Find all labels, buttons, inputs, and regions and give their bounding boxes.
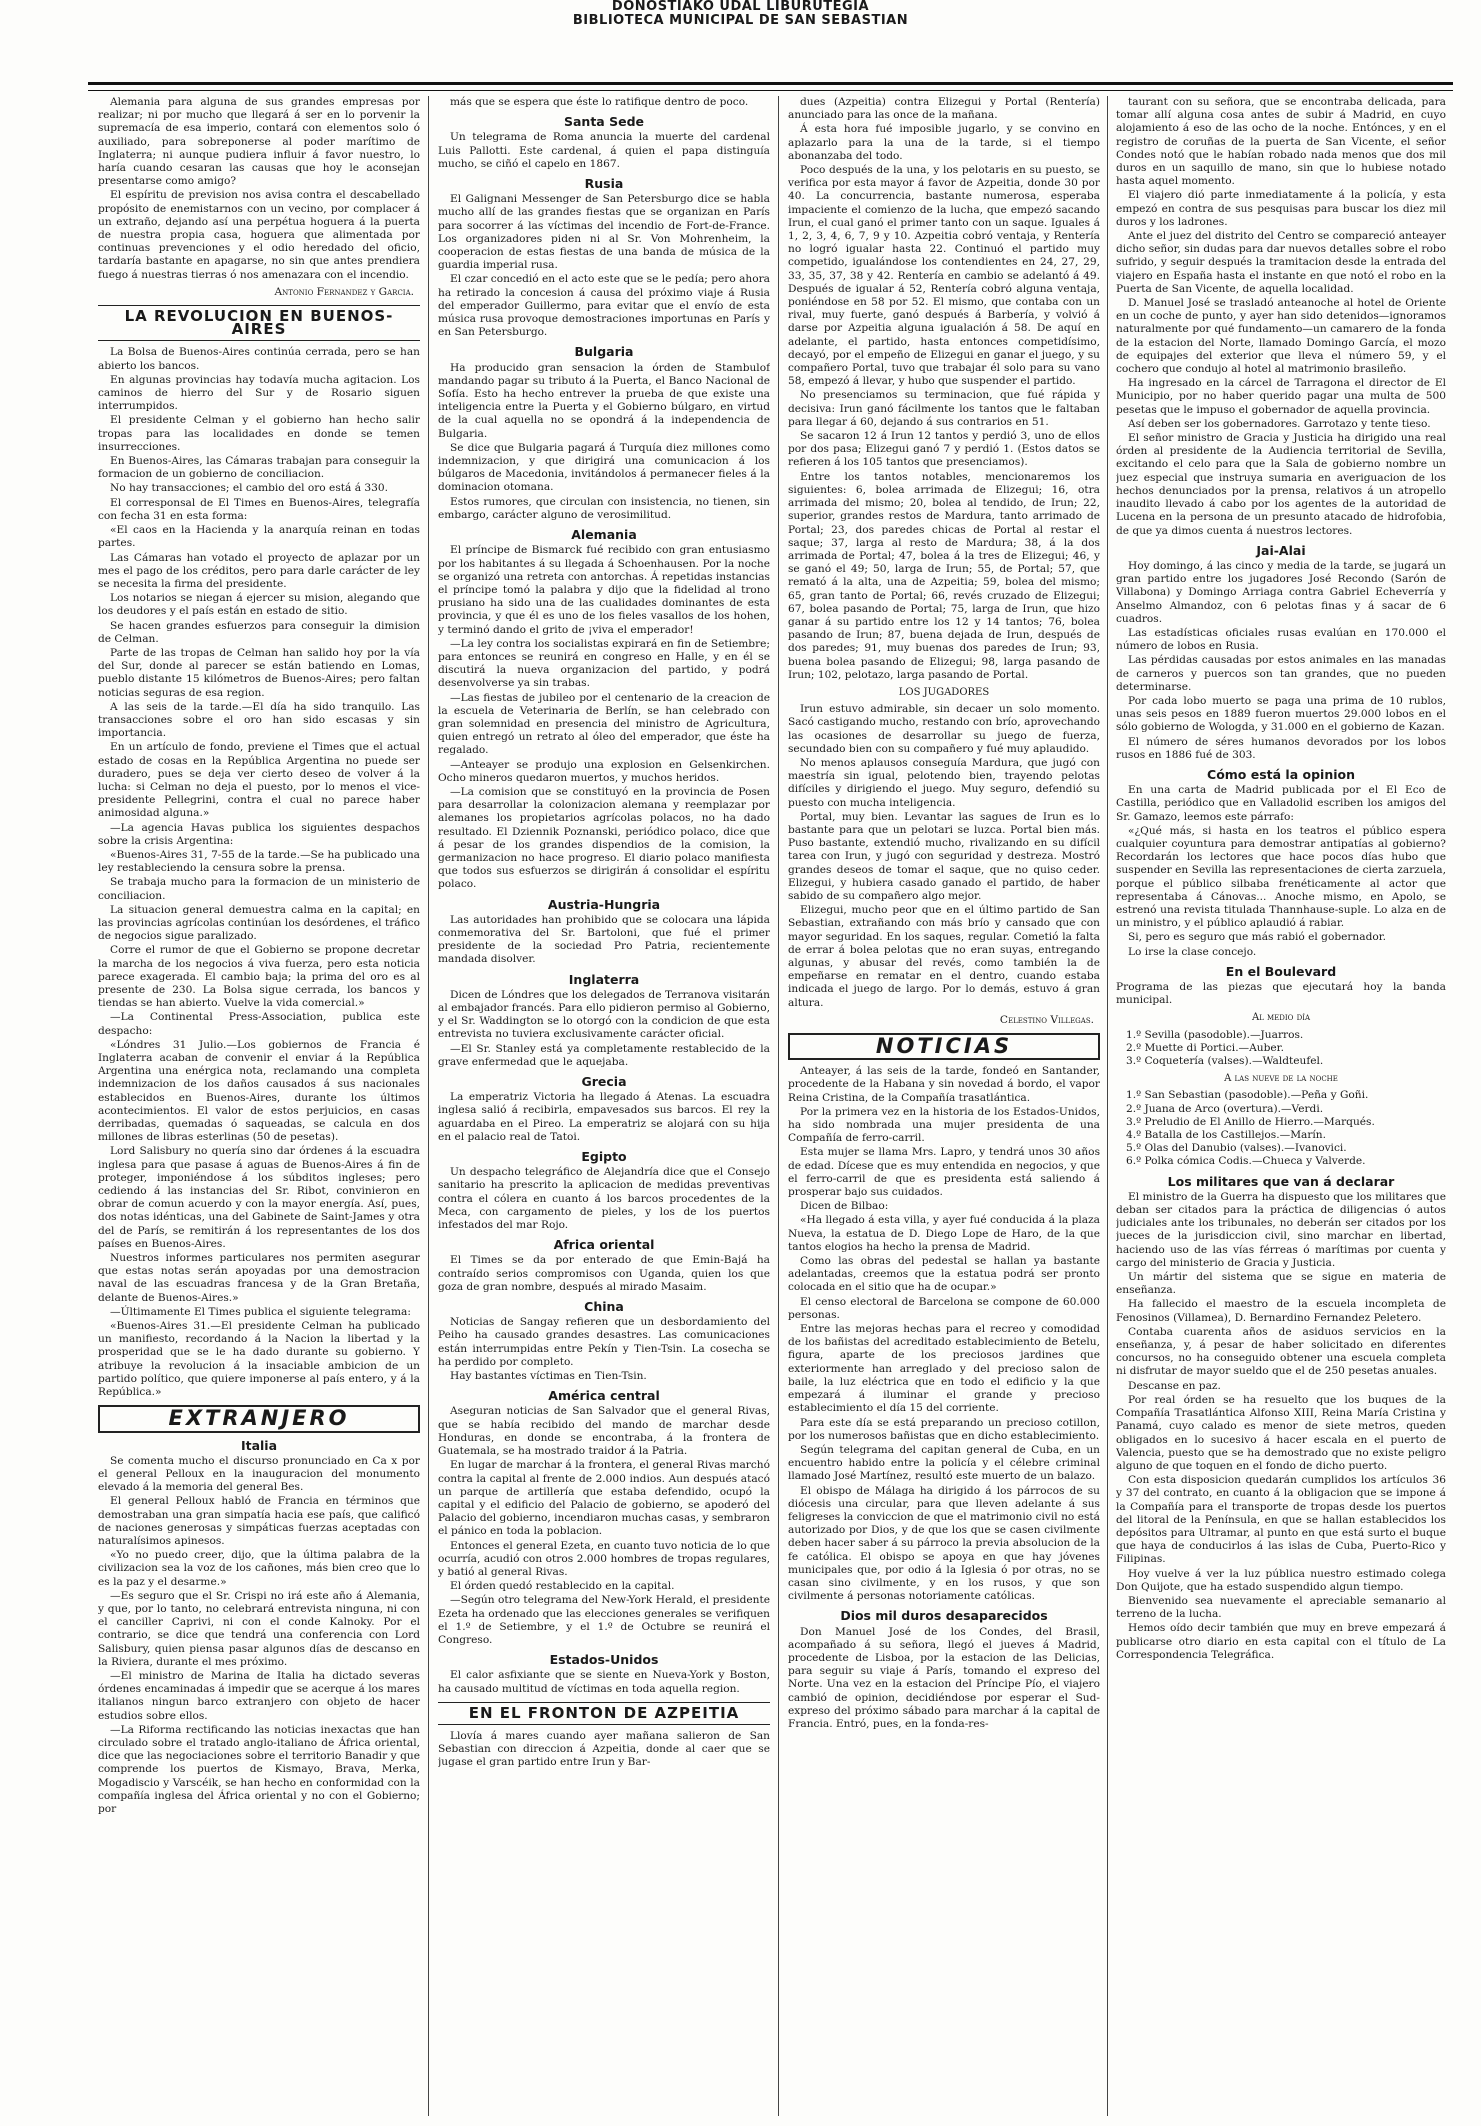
article-jugadores <box>788 703 1100 1010</box>
paragraph: Las autoridades han prohibido que se colocara una lápida conmemorativa del Sr. Bartoloni, que fué el primer presidente de la sociedad Pro Patria, recientemente mandada disolver. <box>438 913 770 966</box>
paragraph: Hoy domingo, á las cinco y media de la tarde, se jugará un gran partido entre los jugadores José Recondo (Sarón de Villabona) y Domingo Arriaga contra Gabriel Echeverría y Anselmo Almandoz, con 6 pelotas finas y á sacar de 6 cuadros. <box>1116 559 1446 625</box>
paragraph: Elizegui, mucho peor que en el último partido de San Sebastian, extrañando con más brío y cansado que con mayor seguridad. En los saques, regular. Cometió la falta de errar á bolea pelotas que no eran suyas, entregando algunas, y abusar del revés, como también la de empeñarse en rematar en el dentro, cuando estaba indicada el juego de largo. Por lo demás, estuvo á gran altura. <box>788 904 1100 1009</box>
paragraph: Irun estuvo admirable, sin decaer un solo momento. Sacó castigando mucho, restando con brío, aprovechando las ocasiones de desarrollar su juego de fuerza, secundado bien con su compañero y fué muy aplaudido. <box>788 703 1100 755</box>
article-alemania-intro <box>98 96 420 282</box>
article-alemania <box>438 544 770 891</box>
section-heading-fronton: EN EL FRONTON DE AZPEITIA <box>438 1702 770 1725</box>
subheading-estados-unidos: Estados-Unidos <box>549 1652 659 1668</box>
paragraph: Descanse en paz. <box>1128 1379 1221 1392</box>
paragraph: Según telegrama del capitan general de Cuba, en un encuentro habido entre la policía y el célebre criminal llamado José Martínez, resultó este muerto de un balazo. <box>788 1443 1100 1483</box>
paragraph: El espíritu de prevision nos avisa contra el descabellado propósito de enemistarnos con un vecino, por complacer á un extraño, dejando así una perpétua hoguera á la puerta de nuestra propia casa, hoguera que alimentada por continuas prevenciones y el odio heredado del oficio, tardaría bastante en apagarse, no sin que antes prendiera fuego á nuestras tierras ó nos amenazara con el incendio. <box>98 189 420 281</box>
paragraph: Se trabaja mucho para la formacion de un ministerio de conciliacion. <box>98 876 420 902</box>
subheading-santa-sede: Santa Sede <box>563 114 644 130</box>
subheading-rusia: Rusia <box>584 176 624 192</box>
paragraph: dues (Azpeitia) contra Elizegui y Portal (Rentería) anunciado para las once de la mañana. <box>788 96 1100 122</box>
paragraph: Por real órden se ha resuelto que los buques de la Compañía Trasatlántica Alfonso XIII, Reina María Cristina y Panamá, cuyo calado es menor de siete metros, queden obligados en lo sucesivo á hacer escala en el puerto de Valencia, puesto que se ha demostrado que no existe peligro alguno de que toquen en el fondo de dicho puerto. <box>1116 1393 1446 1472</box>
subheading-alemania: Alemania <box>571 527 637 543</box>
article-fronton <box>438 1730 770 1770</box>
paragraph: Nuestros informes particulares nos permiten asegurar que estas notas serán apoyadas por una demostracion naval de las escuadras francesa y de la Gran Bretaña, delante de Buenos-Aires.» <box>98 1252 420 1304</box>
paragraph: —La Riforma rectificando las noticias inexactas que han circulado sobre el tratado anglo-italiano de África oriental, dice que las negociaciones sobre el territorio Banadir y que comprende los puertos de Kismayo, Brava, Merka, Mogadiscio y Varscéik, se han hecho en conformidad con la compañía inglesa del África oriental y no con el Gobierno; por <box>98 1723 420 1815</box>
subheading-inglaterra: Inglaterra <box>568 971 640 987</box>
subheading-boulevard: En el Boulevard <box>1225 963 1337 979</box>
paragraph: Dicen de Bilbao: <box>800 1200 889 1213</box>
paragraph: Corre el rumor de que el Gobierno se propone decretar la marcha de los negocios á viva fuerza, pero esta noticia parece exagerada. El cambio baja; la prima del oro es al presente de 230. La Bolsa sigue cerrada, los bancos y tiendas se han abierto. Vuelve la vida comercial.» <box>98 944 420 1010</box>
paragraph: Hoy vuelve á ver la luz pública nuestro estimado colega Don Quijote, que ha estado suspendido algun tiempo. <box>1116 1567 1446 1593</box>
paragraph: La emperatriz Victoria ha llegado á Atenas. La escuadra inglesa salió á recibirla, empavesados sus barcos. El rey la aguardaba en el Pireo. La emperatriz se alojará con su hija en el palacio real de Tatoi. <box>438 1091 770 1143</box>
paragraph: Portal, muy bien. Levantar las sagues de Irun es lo bastante para que un pelotari se luzca. Portal bien más. Puso bastante, extendió mucho, rivalizando en su difícil tarea con Irun, y jugó con seguridad y destreza. Mostró grandes deseos de tomar el saque, que no quiso ceder. Elizegui, y hubiera casado ganado el partido, de haber sabido de su compañero algo mejor. <box>788 810 1100 902</box>
paragraph: «Buenos-Aires 31, 7-55 de la tarde.—Se ha publicado una ley restableciendo la censura sobre la prensa. <box>98 848 420 875</box>
paragraph: En una carta de Madrid publicada por el El Eco de Castilla, periódico que en Valladolid escriben los amigos del Sr. Gamazo, leemos este párrafo: <box>1116 784 1446 823</box>
paragraph: «Lóndres 31 Julio.—Los gobiernos de Francia é Inglaterra acaban de convenir el enviar á la República Argentina una enérgica nota, reclamando una completa indemnizacion de los daños causados á sus nacionales establecidos en Buenos-Aires, durante los últimos acontecimientos. El valor de estos perjuicios, en casas derribadas, quemadas ó saqueadas, se calcula en dos millones de libras esterlinas (50 de pesetas). <box>98 1038 420 1144</box>
paragraph: Noticias de Sangay refieren que un desbordamiento del Peiho ha causado grandes desastres. Las comunicaciones están interrumpidas entre Pekín y Tien-Tsin. La cosecha se ha perdido por completo. <box>438 1316 770 1368</box>
paragraph: La situacion general demuestra calma en la capital; en las provincias agrícolas continúan los desórdenes, el tráfico de negocios sigue paralizado. <box>98 903 420 943</box>
library-header <box>0 0 1481 28</box>
paragraph: Lo irse la clase concejo. <box>1128 945 1257 958</box>
paragraph: «¿Qué más, si hasta en los teatros el público espera cualquier coyuntura para demostrar antipatías al gobierno? Recordarán los lectores que hace pocos días hubo que suspender en Sevilla las representaciones de cierta zarzuela, porque el público silbaba frenéticamente al actor que representaba á Cánovas... Anoche mismo, en Apolo, se estrenó una revista titulada Thannhause-suple. Lo alza en de un ministro, y el público aplaudió á rabiar. <box>1116 824 1446 930</box>
subheading-austria: Austria-Hungria <box>547 896 661 912</box>
paragraph: Un mártir del sistema que se sigue en materia de enseñanza. <box>1116 1271 1446 1297</box>
subheading-egipto: Egipto <box>581 1149 627 1165</box>
paragraph: Ha ingresado en la cárcel de Tarragona el director de El Municipio, por no haber querido pagar una multa de 500 pesetas que le impuso el gobernador de aquella provincia. <box>1116 377 1446 416</box>
article-italia <box>98 1455 420 1816</box>
paragraph: Las estadísticas oficiales rusas evalúan en 170.000 el número de lobos en Rusia. <box>1116 626 1446 653</box>
program-item: 2.º Juana de Arco (overtura).—Verdi. <box>1126 1102 1324 1115</box>
paragraph: Se comenta mucho el discurso pronunciado en Ca x por el general Pelloux en la inauguracion del monumento elevado á la memoria del general Bes. <box>98 1454 420 1494</box>
paragraph: El príncipe de Bismarck fué recibido con gran entusiasmo por los habitantes á su llegada á Schoenhausen. Por la noche se organizó una retreta con antorchas. Á repetidas instancias el príncipe tomó la palabra y dijo que la fidelidad al trono prusiano ha sido una de las cualidades dominantes de esta provincia, y que él es uno de los fieles vasallos de los hohen, y terminó dando el grito de ¡viva el emperador! <box>438 544 770 636</box>
subheading-china: China <box>584 1299 624 1315</box>
signature: Antonio Fernandez y Garcia. <box>274 285 414 298</box>
paragraph: El número de séres humanos devorados por los lobos rusos en 1886 fué de 303. <box>1116 735 1446 761</box>
paragraph: El general Pelloux habló de Francia en términos que demostraban una gran simpatía hacia ese país, que calificó de naciones generosas y simpáticas fuerzas aceptadas con naturalísimos apinesos. <box>98 1495 420 1547</box>
paragraph: —La agencia Havas publica los siguientes despachos sobre la crisis Argentina: <box>98 821 420 847</box>
program-item: 5.º Olas del Danubio (valses).—Ivanovici. <box>1126 1142 1347 1155</box>
column-divider <box>428 96 429 2116</box>
paragraph: Entre los tantos notables, mencionaremos los siguientes: 6, bolea arrimada de Elizegui; 16, otra arrimada del mismo; 20, bolea al tendido, de Irun; 22, superior, grandes restos de Mardura, tanto arrimado de Portal; 23, dos paredes chicas de Portal al restar el saque; 37, larga al resto de Mardura; 38, á la dos arrimada de Portal; 47, bolea á la tres de Elizegui; 46, y se ganó el 49; 50, larga de Irun; 55, de Portal; 57, que remató á la alta, una de Azpeitia; 59, bolea del mismo; 65, gran tanto de Portal; 66, revés cruzado de Elizegui; 67, bolea pasando de Portal; 75, larga de Irun, que hizo ganar á su partido entre los 12 y 14 tantos; 76, bolea pasando de Irun; 87, buena dejada de Irun, después de dos paredes; 91, muy buenas dos paredes de Irun; 93, buena bolea pasando de Elizegui; 98, larga pasando de Irun; 102, pelotazo, larga pasando de Portal. <box>788 470 1100 681</box>
paragraph: Lord Salisbury no quería sino dar órdenes á la escuadra inglesa para que pasase á aguas de Buenos-Aires á fin de proteger, imponiéndose á los súbditos ingleses; pero cediendo á las instancias del Sr. Ribot, convinieron en obrar de comun acuerdo y con la mayor energía. Así, pues, dos notas idénticas, una del Gabinete de Saint-James y otra del de París, se remitirán á los representantes de los dos países en Buenos-Aires. <box>98 1145 420 1250</box>
program-item: 1.º Sevilla (pasodoble).—Juarros. <box>1126 1028 1304 1041</box>
paragraph: Se hacen grandes esfuerzos para conseguir la dimision de Celman. <box>98 619 420 645</box>
article-grecia <box>438 1091 770 1144</box>
paragraph: El czar concedió en el acto este que se le pedía; pero ahora ha retirado la concesion á causa del próximo viaje á Rusia del emperador Guillermo, para evitar que el envío de esta música rusa provoque demostraciones importunas en París y en San Petersburgo. <box>438 273 770 339</box>
subheading-africa: Africa oriental <box>553 1237 655 1253</box>
paragraph: No hay transacciones; el cambio del oro está á 330. <box>110 482 388 495</box>
paragraph: El señor ministro de Gracia y Justicia ha dirigido una real órden al presidente de la Audiencia territorial de Sevilla, excitando el celo para que la Sala de gobierno nombre un juez especial que instruya sumaria en averiguacion de los hechos denunciados por la prensa, relativos á un atropello inaudito llevado á cabo por los agentes de la autoridad de Lucena en la persona de un presunto atacado de hidrofobia, de que ya dimos cuenta á nuestros lectores. <box>1116 432 1446 537</box>
program-item: 2.º Muette di Portici.—Auber. <box>1126 1041 1284 1054</box>
paragraph: El Galignani Messenger de San Petersburgo dice se habla mucho allí de las grandes fiestas que se organizan en París para socorrer á las víctimas del incendio de Fort-de-France. Los organizadores piden ni al Sr. Von Mohrenheim, la cooperacion de estas fiestas de una banda de música de la guardia imperial rusa. <box>438 193 770 272</box>
paragraph: No presenciamos su terminacion, que fué rápida y decisiva: Irun ganó fácilmente los tantos que le faltaban para llegar á 60, dejando á sus contrarios en 51. <box>788 389 1100 428</box>
paragraph: Hay bastantes víctimas en Tien-Tsin. <box>450 1370 647 1383</box>
paragraph: El obispo de Málaga ha dirigido á los párrocos de su diócesis una circular, para que lleven adelante á sus feligreses la conviccion de que el matrimonio civil no está autorizado por Dios, y de que los que se casen civilmente deben hacer saber á su párroco la previa absolucion de la fe católica. El obispo se apoya en que hay jóvenes municipales que, por odio á la Iglesia ó por otras, no se casan sino civilmente, y en los rusos, y que son civilmente á personas notoriamente católicas. <box>788 1484 1100 1603</box>
subheading-grecia: Grecia <box>581 1074 627 1090</box>
paragraph: —La ley contra los socialistas expirará en fin de Setiembre; para entonces se reunirá en congreso en Halle, y en él se discutirá la nueva organizacion del partido, y podrá desenvolverse ya sin trabas. <box>438 637 770 690</box>
article-jai-alai <box>1116 560 1446 762</box>
article-egipto <box>438 1166 770 1232</box>
subheading-dios-mil-duros: Dios mil duros desaparecidos <box>840 1608 1048 1624</box>
paragraph: Con esta disposicion quedarán cumplidos los artículos 36 y 37 del contrato, en cuanto á la obligacion que se impone á la Compañía para el transporte de tropas desde los puertos del litoral de la Península, en que se hallan establecidos los depósitos para Ultramar, al punto en que está surto el buque que haya de conducirlos á las islas de Cuba, Puerto-Rico y Filipinas. <box>1116 1474 1446 1566</box>
article-italia-cont <box>438 96 770 109</box>
paragraph: El corresponsal de El Times en Buenos-Aires, telegrafía con fecha 31 en esta forma: <box>98 496 420 522</box>
paragraph: taurant con su señora, que se encontraba delicada, para tomar allí alguna cosa antes de subir á Madrid, en cuyo alojamiento á eso de las ocho de la noche. Entónces, y en el registro de coruñas de la puerta de San Vicente, el señor Condes notó que le habían robado nada menos que dos mil duros en un saquillo de mano, sin que lo hubiese notado hasta aquel momento. <box>1116 96 1446 188</box>
article-dios-mil-duros <box>788 1626 1100 1732</box>
paragraph: Dicen de Lóndres que los delegados de Terranova visitarán al embajador francés. Para ello pidieron permiso al Gobierno, y el Sr. Waddington se lo otorgó con la condicion de que esta entrevista no tuviera exclusivamente carácter oficial. <box>438 988 770 1041</box>
article-militares <box>1116 1191 1446 1662</box>
article-austria <box>438 914 770 967</box>
paragraph: Parte de las tropas de Celman han salido hoy por la vía del Sur, donde al parecer se están batiendo en Lomas, pueblo distante 15 kilómetros de Buenos-Aires; pero faltan noticias seguras de esa region. <box>98 646 420 699</box>
paragraph: Si, pero es seguro que más rabió el gobernador. <box>1128 931 1386 944</box>
paragraph: Como las obras del pedestal se hallan ya bastante adelantadas, creemos que la estatua podrá ser pronto colocada en el sitio que ha de ocupar.» <box>788 1255 1100 1294</box>
paragraph: Anteayer, á las seis de la tarde, fondeó en Santander, procedente de la Habana y sin novedad á bordo, el vapor Reina Cristina, de la Compañía trasatlántica. <box>788 1065 1100 1104</box>
paragraph: —Es seguro que el Sr. Crispi no irá este año á Alemania, y que, por lo tanto, no celebrará entrevista ninguna, ni con el canciller Caprivi, ni con el conde Kalnoky. Por el contrario, se dice que tendrá una conferencia con Lord Salisbury, quien piensa pasar algunos días de descanso en la Riviera, durante el mes próximo. <box>98 1589 420 1668</box>
article-noticias <box>788 1065 1100 1603</box>
subheading-opinion: Cómo está la opinion <box>1207 766 1355 782</box>
column-4 <box>1116 96 1446 2116</box>
paragraph: El órden quedó restablecido en la capital. <box>450 1580 675 1593</box>
section-heading-revolucion: LA REVOLUCION EN BUENOS-AIRES <box>98 305 420 341</box>
paragraph: El Times se da por enterado de que Emin-Bajá ha contraído serios compromisos con Uganda, quien los que goza de gran nombre, después al mirado Masaim. <box>438 1254 770 1293</box>
column-2 <box>438 96 770 2116</box>
paragraph: —Últimamente El Times publica el siguiente telegrama: <box>110 1305 411 1318</box>
subheading-jai-alai: Jai-Alai <box>1256 542 1306 558</box>
paragraph: El viajero dió parte inmediatamente á la policía, y esta empezó en contra de sus pesquisas para buscar los diez mil duros y los ladrones. <box>1116 189 1446 228</box>
article-inglaterra <box>438 989 770 1069</box>
subheading-america-central: América central <box>548 1388 660 1404</box>
column-divider <box>1107 96 1108 2116</box>
paragraph: En un artículo de fondo, previene el Times que el actual estado de cosas en la República Argentina no puede ser duradero, pues se deja ver cierto deseo de volver á la lucha: si Celman no deja el puesto, por lo menos el vice-presidente Pellegrini, contra el cual no parece haber animosidad alguna.» <box>98 741 420 820</box>
paragraph: D. Manuel José se trasladó anteanoche al hotel de Oriente en un coche de punto, y ayer han sido detenidos—ignoramos naturalmente por qué fundamento—un camarero de la fonda de la estacion del Norte, llamado Domingo García, el mozo de equipajes del exterior que lleva el número 59, y el cochero que condujo al hotel al matrimonio brasileño. <box>1116 297 1446 376</box>
paragraph: —El ministro de Marina de Italia ha dictado severas órdenes encaminadas á impedir que se acerque á los mares italianos ningun barco extranjero con objeto de hacer estudios sobre ellos. <box>98 1669 420 1722</box>
article-america-central <box>438 1405 770 1647</box>
program-list-midday <box>1126 1029 1446 1069</box>
paragraph: «Yo no puedo creer, dijo, que la última palabra de la civilizacion sea la voz de los cañones, más bien creo que lo es la paz y el desarme.» <box>98 1549 420 1588</box>
paragraph: Esta mujer se llama Mrs. Lapro, y tendrá unos 30 años de edad. Dícese que es muy entendida en negocios, y que el ferro-carril de que es presidenta está saliendo á prosperar bajo sus cuidados. <box>788 1146 1100 1199</box>
paragraph: Entre las mejoras hechas para el recreo y comodidad de los bañistas del acreditado establecimiento de Betelu, figura, aparte de los preciosos jardines que exteriormente han arreglado y del precioso salon de baile, la luz eléctrica que en todo el edificio y la que empezará á iluminar el grande y precioso establecimiento el día 15 del corriente. <box>788 1323 1100 1415</box>
signature: Celestino Villegas. <box>999 1013 1094 1026</box>
paragraph: —La Continental Press-Association, publica este despacho: <box>98 1011 420 1037</box>
paragraph: Don Manuel José de los Condes, del Brasil, acompañado á su señora, llegó el jueves á Madrid, procedente de Lisboa, por la estacion de las Delicias, para seguir su viaje á París, tomando el expreso del Norte. Una vez en la estacion del Príncipe Pío, el viajero cambió de opinion, decidiéndose por esperar el Sud-expreso del próximo sábado para marchar á la capital de Francia. Entró, pues, en la fonda-res- <box>788 1625 1100 1730</box>
article-revolucion <box>98 346 420 1399</box>
paragraph: —Las fiestas de jubileo por el centenario de la creacion de la escuela de Veterinaria de Berlín, se han celebrado con gran solemnidad en presencia del ministro de Agricultura, quien entregó un retrato al óleo del emperador, que éste ha regalado. <box>438 691 770 757</box>
paragraph: Llovía á mares cuando ayer mañana salieron de San Sebastian con direccion á Azpeitia, donde al caer que se jugase el gran partido entre Irun y Bar- <box>438 1729 770 1769</box>
paragraph: Aseguran noticias de San Salvador que el general Rivas, que se había recibido del mando de marchar desde Honduras, en donde se encontraba, á la frontera de Guatemala, se ha mostrado traidor á la Patria. <box>438 1405 770 1458</box>
article-africa <box>438 1254 770 1294</box>
program-item: 3.º Coquetería (valses).—Waldteufel. <box>1126 1055 1324 1068</box>
paragraph: Así deben ser los gobernadores. Garrotazo y tente tieso. <box>1128 417 1431 430</box>
subheading-jugadores: LOS JUGADORES <box>898 686 990 698</box>
article-estados-unidos <box>438 1669 770 1695</box>
library-name-spanish: BIBLIOTECA MUNICIPAL DE SAN SEBASTIAN <box>572 13 909 28</box>
paragraph: Ha producido gran sensacion la órden de Stambulof mandando pagar su tributo á la Puerta, el Banco Nacional de Sofía. Esto ha hecho entrever la prueba de que existe una inteligencia entre la Puerta y el Gobierno búlgaro, en virtud de la cual aquella no se opondrá á la independencia de Bulgaria. <box>438 361 770 440</box>
boulevard-intro: Programa de las piezas que ejecutará hoy la banda municipal. <box>1116 981 1446 1007</box>
paragraph: más que se espera que éste lo ratifique dentro de poco. <box>450 96 749 108</box>
paragraph: Un telegrama de Roma anuncia la muerte del cardenal Luis Pallotti. Este cardenal, á quien el papa distinguía mucho, se ciñó el capelo en 1867. <box>438 131 770 170</box>
top-rule <box>88 82 1453 91</box>
paragraph: El calor asfixiante que se siente en Nueva-York y Boston, ha causado multitud de víctimas en toda aquella region. <box>438 1669 770 1695</box>
paragraph: —La comision que se constituyó en la provincia de Posen para desarrollar la colonizacion alemana y reemplazar por alemanes los propietarios agrícolas polacos, no ha dado resultado. El Dziennik Poznanski, periódico polaco, dice que á pesar de los grandes dispendios de la comision, la germanizacion no hace progreso. El diario polaco manifiesta que todos sus esfuerzos se dirigirán á consolidar el espíritu polaco. <box>438 785 770 891</box>
paragraph: En lugar de marchar á la frontera, el general Rivas marchó contra la capital al frente de 2.000 indios. Aun después atacó un parque de artillería que estaba defendido, ocupó la capital y el edificio del Palacio de gobierno, se apoderó del Palacio del gobierno, incendiaron muchas casas, y sembraron el pánico en toda la poblacion. <box>438 1459 770 1538</box>
program-item: 4.º Batalla de los Castillejos.—Marín. <box>1126 1129 1326 1142</box>
paragraph: El presidente Celman y el gobierno han hecho salir tropas para las localidades en donde se temen insurrecciones. <box>98 414 420 453</box>
paragraph: —El Sr. Stanley está ya completamente restablecido de la grave enfermedad que le aquejaba. <box>438 1042 770 1068</box>
program-item: 3.º Preludio de El Anillo de Hierro.—Marqués. <box>1126 1115 1375 1128</box>
paragraph: Las pérdidas causadas por estos animales en las manadas de carneros y puercos son tan grandes, que no pueden determinarse. <box>1116 654 1446 693</box>
paragraph: Poco después de la una, y los pelotaris en su puesto, se verifica por esta mayor á favor de Azpeitia, donde 30 por 40. La concurrencia, bastante numerosa, esperaba impaciente el comienzo de la lucha, que empezó sacando Irun, el cual ganó el primer tanto con un saque. Iguales á 1, 2, 3, 4, 6, 7, 9 y 10. Azpeitia cobró ventaja, y Rentería no logró igualar hasta 22. Continuó el partido muy competido, igualándose los contendientes en 24, 27, 29, 33, 35, 37, 38 y 42. Rentería en cambio se adelantó á 49. Después de igualar á 52, Rentería cobró alguna ventaja, poniéndose en 58 por 52. El mismo, que contaba con un rival, muy fuerte, ganó después á Barbería, y volvió á darse por Azpeitia alguna igualación á 58. De aquí en adelante, el partido, hasta entonces competidísimo, decayó, por el empeño de Elizegui en ganar el juego, y su compañero Portal, tuvo que trabajar él solo para su vano 58, empezó á llevar, y hubo que suspender el partido. <box>788 164 1100 388</box>
paragraph: Hemos oído decir también que muy en breve empezará á publicarse otro diario en esta capital con el título de La Correspondencia Telegráfica. <box>1116 1622 1446 1661</box>
paragraph: Ha fallecido el maestro de la escuela incompleta de Fenosinos (Villamea), D. Bernardino Fernandez Peletero. <box>1116 1298 1446 1324</box>
paragraph: Las Cámaras han votado el proyecto de aplazar por un mes el pago de los créditos, pero para darle carácter de ley se necesita la firma del presidente. <box>98 551 420 590</box>
article-robo-cont <box>1116 96 1446 538</box>
paragraph: Á esta hora fué imposible jugarlo, y se convino en aplazarlo para la una de la tarde, si el tiempo abonanzaba del todo. <box>788 123 1100 162</box>
subheading-noche: A las nueve de la noche <box>1224 1073 1338 1085</box>
paragraph: Se sacaron 12 á Irun 12 tantos y perdió 3, uno de ellos por dos pasa; Elizegui ganó 7 y perdió 1. (Estos datos se refieren á los 105 tantos que presenciamos). <box>788 430 1100 469</box>
subheading-militares: Los militares que van á declarar <box>1167 1173 1395 1189</box>
article-rusia <box>438 193 770 339</box>
paragraph: No menos aplausos conseguía Mardura, que jugó con maestría sin igual, pelotendo bien, trayendo pelotas difíciles y dirigiendo el juego. Muy seguro, defendió su puesto con mucha inteligencia. <box>788 756 1100 809</box>
article-china <box>438 1316 770 1383</box>
program-item: 6.º Polka cómica Codis.—Chueca y Valverde. <box>1126 1155 1366 1168</box>
paragraph: Un despacho telegráfico de Alejandría dice que el Consejo sanitario ha prescrito la aplicacion de medidas preventivas contra el cólera en cuanto á los barcos procedentes de la Meca, con cargamento de pieles, y los de los puertos infestados del mar Rojo. <box>438 1166 770 1232</box>
paragraph: A las seis de la tarde.—El día ha sido tranquilo. Las transacciones sobre el oro han sido escasas y sin importancia. <box>98 700 420 740</box>
paragraph: La Bolsa de Buenos-Aires continúa cerrada, pero se han abierto los bancos. <box>98 346 420 372</box>
paragraph: Bienvenido sea nuevamente el apreciable semanario al terreno de la lucha. <box>1116 1594 1446 1621</box>
section-heading-extranjero: EXTRANJERO <box>98 1405 420 1432</box>
paragraph: En algunas provincias hay todavía mucha agitacion. Los caminos de hierro del Sur y de Rosario siguen interrumpidos. <box>98 373 420 413</box>
paragraph: En Buenos-Aires, las Cámaras trabajan para conseguir la formacion de un gobierno de conciliacion. <box>98 455 420 481</box>
paragraph: «Buenos-Aires 31.—El presidente Celman ha publicado un manifiesto, recordando á la Nacion la libertad y la prosperidad que se le ha dado durante su gobierno. Y atribuye la revolucion á la insaciable ambicion de un partido político, que quiere imponerse al país entero, y á la República.» <box>98 1320 420 1399</box>
paragraph: «El caos en la Hacienda y la anarquía reinan en todas partes. <box>98 524 420 550</box>
paragraph: Entonces el general Ezeta, en cuanto tuvo noticia de lo que ocurría, acudió con otros 2.000 hombres de tropas regulares, y batió al general Rivas. <box>438 1539 770 1578</box>
library-name-basque: DONOSTIAKO UDAL LIBURUTEGIA <box>611 0 870 14</box>
article-santa-sede <box>438 131 770 171</box>
paragraph: Se dice que Bulgaria pagará á Turquía diez millones como indemnizacion, y que dirigirá una comunicacion á los búlgaros de Macedonia, invitándolos á permanecer fieles á la dominacion otomana. <box>438 441 770 494</box>
subheading-italia: Italia <box>240 1437 278 1453</box>
paragraph: —Anteayer se produjo una explosion en Gelsenkirchen. Ocho mineros quedaron muertos, y muchos heridos. <box>438 758 770 784</box>
paragraph: Estos rumores, que circulan con insistencia, no tienen, sin embargo, carácter alguno de verosimilitud. <box>438 495 770 521</box>
program-item: 1.º San Sebastian (pasodoble).—Peña y Goñi. <box>1126 1089 1369 1102</box>
paragraph: —Según otro telegrama del New-York Herald, el presidente Ezeta ha ordenado que las elecciones generales se verifiquen el 1.º de Setiembre, y el 1.º de Octubre se reunirá el Congreso. <box>438 1594 770 1646</box>
subheading-bulgaria: Bulgaria <box>574 344 634 360</box>
paragraph: Ante el juez del distrito del Centro se compareció anteayer dicho señor, sin dudas para dar nuevos detalles sobre el robo sufrido, y seguir después la tramitacion desde la entrada del viajero en España hasta el instante en que notó el robo en la Puerta de San Vicente, de aquella localidad. <box>1116 230 1446 295</box>
paragraph: Para este día se está preparando un precioso cotillon, por los numerosos bañistas que en dicho establecimiento. <box>788 1416 1100 1442</box>
program-list-night <box>1126 1089 1446 1168</box>
subheading-medio-dia: Al medio día <box>1251 1012 1311 1024</box>
column-1 <box>98 96 420 2116</box>
article-fronton-cont <box>788 96 1100 682</box>
paragraph: El censo electoral de Barcelona se compone de 60.000 personas. <box>788 1295 1100 1321</box>
paragraph: Alemania para alguna de sus grandes empresas por realizar; ni por mucho que llegará á ser en lo porvenir la supremacía de esa imperio, contará con elementos solo ó auxiliado, para sobreponerse al poder marítimo de Inglaterra; ni aunque pudiera influir á favor nuestro, lo haría cuando cesaran las causas que hoy le aconsejan presentarse como amigo? <box>98 96 420 188</box>
paragraph: Por la primera vez en la historia de los Estados-Unidos, ha sido nombrada una mujer presidenta de una Compañía de ferro-carril. <box>788 1105 1100 1145</box>
column-3 <box>788 96 1100 2116</box>
article-opinion <box>1116 784 1446 959</box>
paragraph: Contaba cuarenta años de asiduos servicios en la enseñanza, y, á pesar de haber solicitado en diferentes concursos, no ha conseguido obtener una escuela completa ni disfrutar de mayor sueldo que el de 250 pesetas anuales. <box>1116 1325 1446 1378</box>
section-heading-noticias: NOTICIAS <box>788 1033 1100 1060</box>
paragraph: El ministro de la Guerra ha dispuesto que los militares que deban ser citados para la práctica de diligencias ó autos judiciales ante los tribunales, no deberán ser citados por los jueces de la jurisdiccion civil, sino marchar en libertad, haciendo uso de las vías férreas ó marítimas por cuenta y cargo del ministerio de Gracia y Justicia. <box>1116 1190 1446 1269</box>
article-bulgaria <box>438 362 770 522</box>
paragraph: «Ha llegado á esta villa, y ayer fué conducida á la plaza Nueva, la estatua de D. Diego Lope de Haro, de la que tantos elogios ha hecho la prensa de Madrid. <box>788 1214 1100 1253</box>
paragraph: Los notarios se niegan á ejercer su mision, alegando que los deudores y el país están en estado de sitio. <box>98 592 420 618</box>
paragraph: Por cada lobo muerto se paga una prima de 10 rublos, unas seis pesos en 1889 fueron muertos 29.000 lobos en el sólo gobierno de Wologda, y 31.000 en el gobierno de Kazan. <box>1116 694 1446 734</box>
column-divider <box>778 96 779 2116</box>
